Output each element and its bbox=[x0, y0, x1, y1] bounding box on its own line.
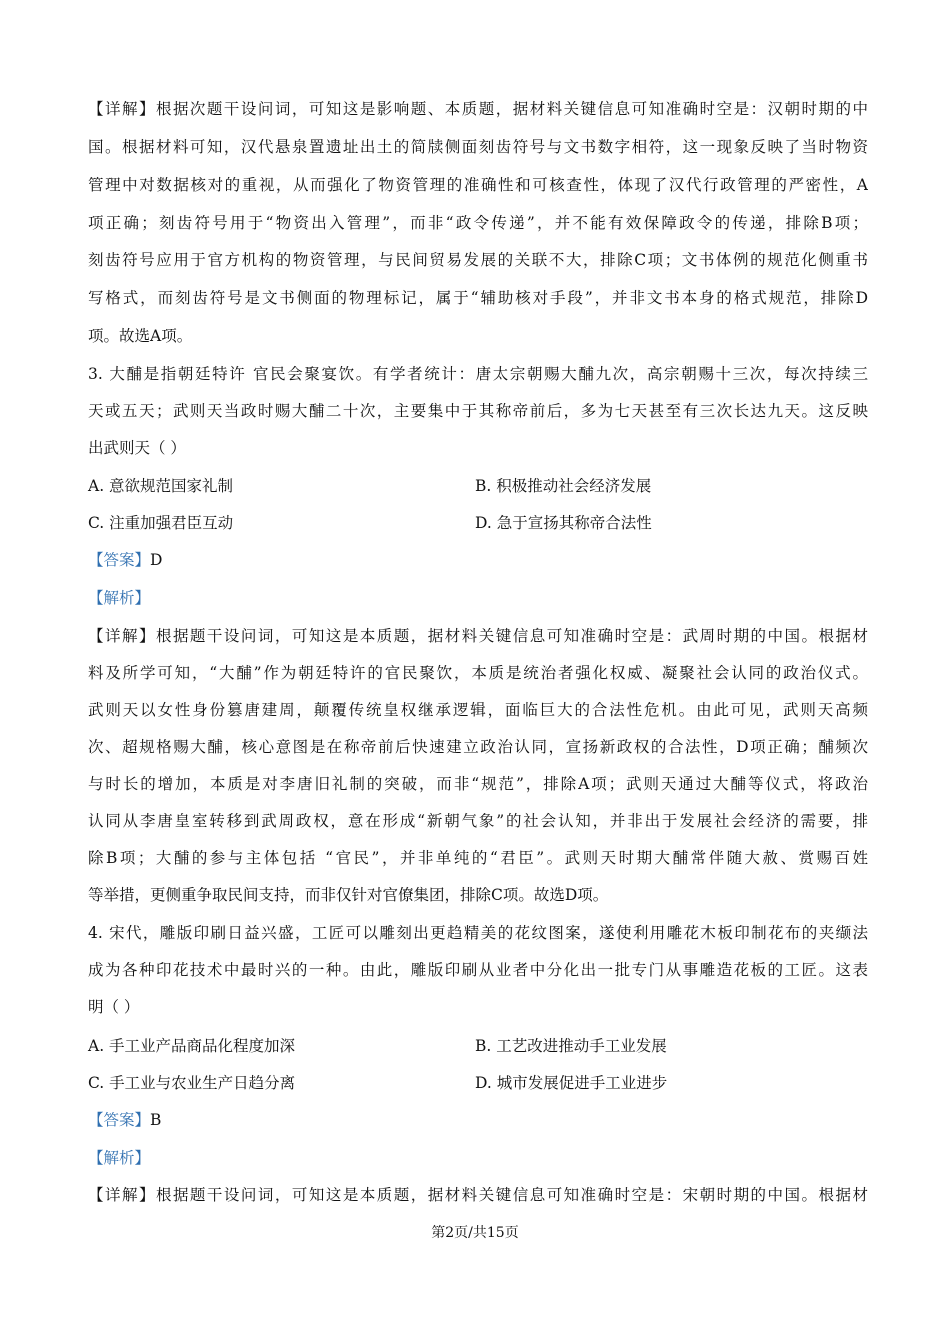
explanation-line: 管理中对数据核对的重视，从而强化了物资管理的准确性和可核查性，体现了汉代行政管理的严密性，A bbox=[88, 176, 868, 194]
question-3-detail: 认同从李唐皇室转移到武周政权，意在形成“新朝气象”的社会认知，并非出于发展社会经济的需要，排 bbox=[88, 812, 868, 830]
answer-value: D bbox=[150, 551, 163, 569]
question-3-stem: 天或五天；武则天当政时赐大酺二十次，主要集中于其称帝前后，多为七天甚至有三次长达九天。这反映 bbox=[88, 402, 868, 420]
question-3-option-c: C. 注重加强君臣互动 bbox=[88, 514, 234, 532]
question-4-analysis-label: 【解析】 bbox=[88, 1149, 151, 1167]
question-4-detail: 【详解】根据题干设问词，可知这是本质题，据材料关键信息可知准确时空是：宋朝时期的中国。根据材 bbox=[88, 1186, 868, 1204]
question-4-stem: 4. 宋代，雕版印刷日益兴盛，工匠可以雕刻出更趋精美的花纹图案，遂使利用雕花木板印制花布的夹缬法 bbox=[88, 924, 868, 942]
question-4-answer bbox=[88, 1110, 868, 1130]
explanation-line: 写格式，而刻齿符号是文书侧面的物理标记，属于“辅助核对手段”，并非文书本身的格式规范，排除D bbox=[88, 289, 868, 307]
question-4-option-c: C. 手工业与农业生产日趋分离 bbox=[88, 1074, 296, 1092]
question-3-stem: 3. 大酺是指朝廷特许 官民会聚宴饮。有学者统计：唐太宗朝赐大酺九次，高宗朝赐十三次，每次持续三 bbox=[88, 365, 868, 383]
question-3-detail: 武则天以女性身份篡唐建周，颠覆传统皇权继承逻辑，面临巨大的合法性危机。由此可见，武则天高频 bbox=[88, 701, 868, 719]
question-3-stem: 出武则天（ ） bbox=[88, 439, 186, 457]
question-4-option-a: A. 手工业产品商品化程度加深 bbox=[88, 1037, 296, 1055]
answer-label: 【答案】 bbox=[88, 1111, 151, 1129]
question-3-answer bbox=[88, 550, 868, 570]
question-4-option-d: D. 城市发展促进手工业进步 bbox=[475, 1074, 668, 1092]
answer-label: 【答案】 bbox=[88, 551, 151, 569]
question-3-detail: 料及所学可知，“大酺”作为朝廷特许的官民聚饮，本质是统治者强化权威、凝聚社会认同的政治仪式。 bbox=[88, 664, 868, 682]
question-3-detail: 【详解】根据题干设问词，可知这是本质题，据材料关键信息可知准确时空是：武周时期的中国。根据材 bbox=[88, 627, 868, 645]
question-3-detail: 等举措，更侧重争取民间支持，而非仅针对官僚集团，排除C项。故选D项。 bbox=[88, 886, 609, 904]
question-3-detail: 除B项；大酺的参与主体包括 “官民”，并非单纯的“君臣”。武则天时期大酺常伴随大赦、赏赐百姓 bbox=[88, 849, 868, 867]
question-3-option-b: B. 积极推动社会经济发展 bbox=[475, 477, 652, 495]
explanation-line: 项。故选A项。 bbox=[88, 327, 193, 345]
question-3-detail: 次、超规格赐大酺，核心意图是在称帝前后快速建立政治认同，宣扬新政权的合法性，D项正确；酺频次 bbox=[88, 738, 868, 756]
question-3-analysis-label: 【解析】 bbox=[88, 589, 151, 607]
page-number-footer: 第2页/共15页 bbox=[431, 1225, 519, 1241]
explanation-line: 【详解】根据次题干设问词，可知这是影响题、本质题，据材料关键信息可知准确时空是：汉朝时期的中 bbox=[88, 100, 868, 118]
question-4-option-b: B. 工艺改进推动手工业发展 bbox=[475, 1037, 667, 1055]
question-4-stem: 成为各种印花技术中最时兴的一种。由此，雕版印刷从业者中分化出一批专门从事雕造花板的工匠。这表 bbox=[88, 961, 868, 979]
explanation-line: 刻齿符号应用于官方机构的物资管理，与民间贸易发展的关联不大，排除C项；文书体例的规范化侧重书 bbox=[88, 251, 868, 269]
question-3-option-a: A. 意欲规范国家礼制 bbox=[88, 477, 234, 495]
question-4-stem: 明（ ） bbox=[88, 998, 140, 1016]
explanation-line: 国。根据材料可知，汉代悬泉置遗址出土的简牍侧面刻齿符号与文书数字相符，这一现象反映了当时物资 bbox=[88, 138, 868, 156]
explanation-line: 项正确；刻齿符号用于“物资出入管理”，而非“政令传递”，并不能有效保障政令的传递，排除B项； bbox=[88, 214, 868, 232]
question-3-option-d: D. 急于宣扬其称帝合法性 bbox=[475, 514, 652, 532]
question-3-detail: 与时长的增加，本质是对李唐旧礼制的突破，而非“规范”，排除A项；武则天通过大酺等仪式，将政治 bbox=[88, 775, 868, 793]
answer-value: B bbox=[150, 1111, 162, 1129]
